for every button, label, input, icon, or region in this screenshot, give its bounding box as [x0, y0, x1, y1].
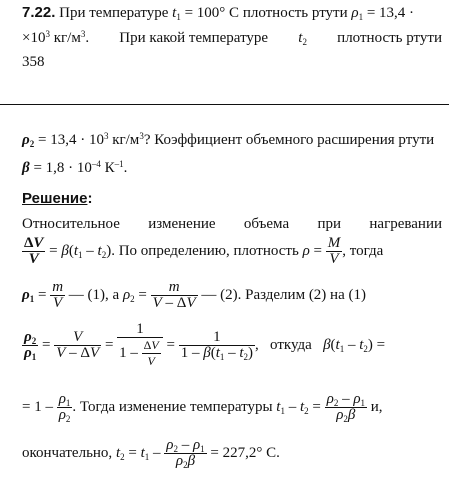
- problem-statement-line-4: $\beta = 1,8 \cdot 10^{-4}$ $К^{-1}$.: [22, 159, 128, 176]
- fraction-final: $\frac{\rho_2 - \rho_1}{\rho_2\beta}$: [166, 437, 205, 470]
- sup-3: 3: [103, 131, 109, 141]
- text-segment: окончательно,: [22, 444, 113, 461]
- var-t1: t: [172, 5, 177, 21]
- problem-number: 7.22.: [22, 4, 56, 21]
- text-segment: , тогда: [342, 242, 384, 259]
- text-segment: плотность ртути: [337, 30, 442, 46]
- var-beta: β: [22, 160, 30, 176]
- var-rho2: ρ: [22, 132, 30, 148]
- sub-1: 1: [176, 12, 181, 22]
- text-segment: . По определению, плотность: [111, 242, 299, 259]
- fraction-m-over-V: $\frac{m}{V}$: [52, 279, 64, 311]
- fraction-rho1-over-rho2: $\frac{\rho_1}{\rho_2}$: [58, 391, 71, 424]
- var-rho1: ρ: [351, 5, 359, 21]
- fraction-m-over-V-dV: $\frac{m}{V - \Delta V}$: [152, 279, 196, 311]
- text-segment: откуда: [270, 336, 312, 353]
- sup-3: 3: [80, 29, 86, 39]
- fraction-V-over-V-dV: $\frac{V}{V - \Delta V}$: [56, 329, 100, 361]
- solution-line-result: окончательно, $t_2 = t_1$ – $\frac{\rho_2 - \rho_1}{\rho_2\beta}$ = 227,2° С.: [22, 437, 280, 470]
- page-divider: [0, 104, 449, 105]
- times-ten: ×10: [22, 30, 46, 46]
- beta-value: = 1,8 · 10: [33, 160, 92, 176]
- fraction-1-over-1-dVV: 1 1 – $\frac{\Delta V}{V}$: [117, 322, 163, 369]
- sup-3: 3: [139, 131, 144, 141]
- solution-heading: Решение:: [22, 190, 93, 207]
- sup-3: 3: [45, 29, 50, 39]
- rho1-value: = 13,4 ·: [366, 5, 415, 21]
- solution-line-relation: $\frac{\Delta V}{V}$ = $\beta(t_1 - t_2)$. По определению, плотность ρ = $\frac{M}{V}$ , тогда: [24, 235, 384, 267]
- fraction-rho2-over-rho1: $\frac{\rho_2}{\rho_1}$: [24, 329, 37, 362]
- solution-line-equations: $\rho_1$ = $\frac{m}{V}$ — (1), а $\rho_2$ = $\frac{m}{V - \Delta V}$ — (2). Разделим (2) на (1): [22, 279, 366, 311]
- solution-intro: Относительное изменение объема при нагревании: [22, 216, 442, 232]
- solution-line-ratio: $\frac{\rho_2}{\rho_1}$ = $\frac{V}{V - \Delta V}$ = 1 1 – $\frac{\Delta V}{V}$ = $\frac{1}{1 - \beta(t_1 - t_2)}$ , откуда $\beta(t_1 - t_2)$ =: [24, 321, 386, 368]
- unit: кг/м: [112, 132, 140, 148]
- solution-line-temp: = 1 – $\frac{\rho_1}{\rho_2}$ . Тогда изменение температуры $t_1 - t_2$ = $\frac{\rho_2 - \rho_1}{\rho_2\beta}$ и,: [22, 391, 383, 424]
- text-segment: и,: [370, 398, 383, 415]
- sub-1: 1: [358, 12, 364, 22]
- var-t2: t: [298, 30, 303, 46]
- fraction-M-over-V: $\frac{M}{V}$: [327, 235, 341, 267]
- eq1-tag: — (1), а: [68, 286, 120, 303]
- unit: К: [104, 160, 115, 176]
- unit: кг/м: [53, 30, 81, 46]
- sup-neg1: –1: [114, 159, 124, 169]
- rho2-value: = 13,4 · 10: [37, 132, 104, 148]
- problem-statement-line-3: [22, 132, 434, 149]
- fraction-dV-over-V: $\frac{\Delta V}{V}$: [24, 235, 44, 267]
- result-value: = 227,2° С.: [210, 444, 280, 461]
- problem-statement-line-1: [22, 4, 414, 22]
- sub-2: 2: [29, 139, 35, 149]
- page-number: 358: [22, 54, 45, 70]
- var-t2-wrap: [298, 30, 307, 47]
- text-segment: . Тогда изменение температуры: [72, 398, 273, 415]
- text-segment: ? Коэффициент объемного расширения ртути: [143, 132, 435, 148]
- t1-value: = 100° С: [184, 5, 240, 21]
- sub-2: 2: [302, 37, 307, 47]
- fraction-1-over-1-beta: $\frac{1}{1 - \beta(t_1 - t_2)}$: [180, 329, 254, 362]
- text-segment: При какой температуре: [119, 30, 269, 46]
- fraction-drho-over-rho2beta: $\frac{\rho_2 - \rho_1}{\rho_2\beta}$: [326, 391, 366, 424]
- heading-text: Решение: [22, 190, 88, 207]
- eq2-tag: — (2). Разделим (2) на (1): [201, 286, 366, 303]
- problem-statement-line-2: [22, 30, 442, 47]
- text-segment: плотность ртути: [242, 5, 348, 21]
- rho1-exponent-part: $\times 10^3$ $кг/м^3$.: [22, 29, 90, 46]
- sup-neg4: –4: [91, 159, 101, 169]
- text-segment: При температуре: [59, 5, 169, 21]
